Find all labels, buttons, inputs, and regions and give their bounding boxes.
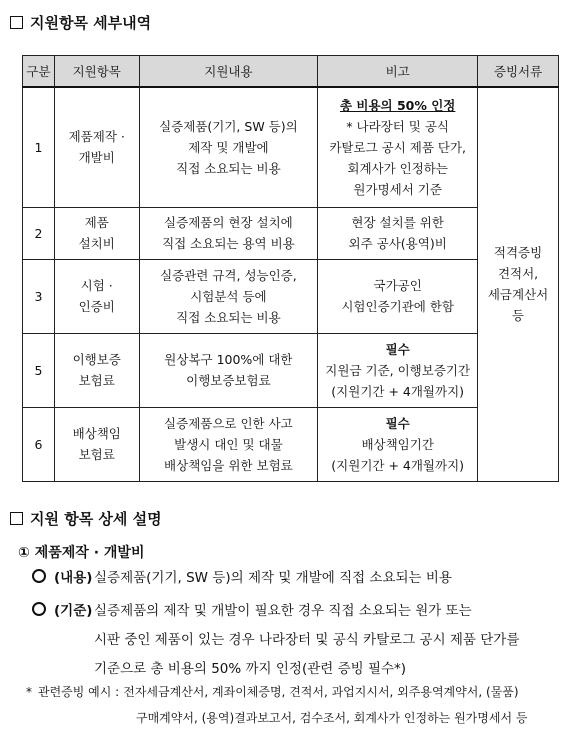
item-content	[139, 407, 318, 481]
item-name-line: 개발비	[78, 150, 115, 166]
item-content	[139, 333, 318, 407]
remarks-line: 카탈로그 공시 제품 단가,	[329, 139, 466, 155]
evidence-line: 등	[512, 308, 525, 324]
item-remarks	[318, 407, 478, 481]
content-line: 이행보증보험료	[186, 373, 271, 388]
remarks-line: 현장 설치를 위한	[351, 215, 444, 230]
row-number: 3	[23, 259, 55, 333]
detail-item-content	[32, 564, 562, 593]
item-remarks	[318, 207, 478, 259]
item-name-line: 제품	[84, 215, 109, 230]
header-support-content: 지원내용	[139, 56, 318, 88]
remarks-line: 원가명세서 기준	[353, 181, 442, 197]
remarks-line: 시험인증기관에 한함	[341, 299, 454, 314]
row-number: 6	[23, 407, 55, 481]
remarks-emphasis: 필수	[385, 341, 410, 357]
row-number: 5	[23, 333, 55, 407]
header-evidence: 증빙서류	[478, 56, 559, 88]
content-line: 배상책임을 위한 보험료	[164, 457, 293, 473]
item-name-line: 배상책임	[72, 426, 121, 441]
item-name	[54, 333, 139, 407]
detail-text	[94, 597, 564, 684]
header-remarks: 비고	[318, 56, 478, 88]
detail-text	[94, 564, 564, 593]
content-line: 원상복구 100%에 대한	[164, 352, 293, 367]
remarks-emphasis: 필수	[385, 415, 410, 431]
remarks-emphasis: 총 비용의 50% 인정	[339, 97, 456, 113]
item-name	[54, 407, 139, 481]
item-content	[139, 259, 318, 333]
remarks-line: 지원금 기준, 이행보증기간	[325, 362, 471, 378]
table-header-row	[23, 56, 559, 88]
circle-bullet-icon	[32, 569, 46, 583]
evidence-footnote	[26, 679, 566, 731]
item-name	[54, 87, 139, 207]
subsection-title: ① 제품제작 · 개발비	[18, 545, 145, 561]
detail-item-criteria	[32, 597, 562, 677]
remarks-line: (지원기간 + 4개월까지)	[331, 457, 465, 473]
section-title-support-items	[10, 12, 151, 33]
item-content	[139, 207, 318, 259]
content-line: 실증제품의 현장 설치에	[164, 215, 293, 230]
footnote-asterisk: *	[26, 685, 32, 699]
checkbox-square-icon	[10, 16, 23, 29]
table-row	[23, 87, 559, 207]
circle-bullet-icon	[32, 602, 46, 616]
content-line: 시험분석 등에	[190, 288, 267, 304]
support-items-table	[22, 55, 559, 482]
content-line: 실증제품으로 인한 사고	[164, 415, 293, 431]
item-content	[139, 87, 318, 207]
header-support-item: 지원항목	[54, 56, 139, 88]
detail-line: 실증제품(기기, SW 등)의 제작 및 개발에 직접 소요되는 비용	[94, 570, 452, 586]
content-line: 직접 소요되는 용역 비용	[162, 236, 295, 251]
row-number: 2	[23, 207, 55, 259]
content-line: 직접 소요되는 비용	[176, 309, 281, 325]
header-category: 구분	[23, 56, 55, 88]
checkbox-square-icon	[10, 512, 23, 525]
evidence-documents	[478, 87, 559, 481]
content-line: 발생시 대인 및 대물	[174, 436, 283, 452]
item-name	[54, 259, 139, 333]
remarks-line: 회계사가 인정하는	[347, 160, 448, 176]
item-name-line: 이행보증	[72, 352, 121, 367]
item-name-line: 시험 ·	[80, 278, 113, 293]
item-name-line: 제품제작 ·	[68, 129, 125, 145]
row-number: 1	[23, 87, 55, 207]
detail-label: (내용)	[54, 570, 93, 586]
detail-line: 실증제품의 제작 및 개발이 필요한 경우 직접 소요되는 원가 또는	[94, 603, 472, 619]
content-line: 실증관련 규격, 성능인증,	[160, 267, 297, 283]
evidence-line: 적격증빙	[493, 245, 543, 261]
item-name	[54, 207, 139, 259]
item-name-line: 보험료	[78, 447, 115, 462]
item-name-line: 보험료	[78, 373, 115, 388]
remarks-line: 배상책임기간	[361, 436, 434, 452]
detail-line: 시판 중인 제품이 있는 경우 나라장터 및 공식 카탈로그 공시 제품 단가를	[94, 632, 520, 648]
content-line: 직접 소요되는 비용	[176, 160, 281, 176]
section-title-details	[10, 508, 162, 529]
item-name-line: 인증비	[78, 299, 115, 314]
detail-label: (기준)	[54, 603, 93, 619]
item-remarks	[318, 333, 478, 407]
section-title-text: 지원 항목 상세 설명	[30, 510, 162, 528]
content-line: 실증제품(기기, SW 등)의	[159, 118, 298, 134]
item-name-line: 설치비	[78, 236, 115, 251]
footnote-line: 구매계약서, (용역)결과보고서, 검수조서, 회계사가 인정하는 원가명세서 등	[136, 711, 528, 725]
content-line: 제작 및 개발에	[188, 139, 269, 155]
remarks-line: * 나라장터 및 공식	[346, 118, 450, 134]
evidence-line: 세금계산서	[487, 287, 549, 303]
section-title-text: 지원항목 세부내역	[30, 14, 152, 32]
item-remarks	[318, 259, 478, 333]
remarks-line: 외주 공사(용역)비	[348, 236, 447, 251]
detail-line: 기준으로 총 비용의 50% 까지 인정(관련 증빙 필수*)	[94, 661, 407, 677]
item-remarks	[318, 87, 478, 207]
remarks-line: (지원기간 + 4개월까지)	[331, 383, 465, 399]
footnote-label: 관련증빙 예시 :	[38, 685, 120, 699]
evidence-line: 견적서,	[497, 266, 539, 282]
remarks-line: 국가공인	[373, 278, 422, 293]
footnote-line: 전자세금계산서, 계좌이체증명, 견적서, 과업지시서, 외주용역계약서, (물품)	[123, 685, 519, 699]
